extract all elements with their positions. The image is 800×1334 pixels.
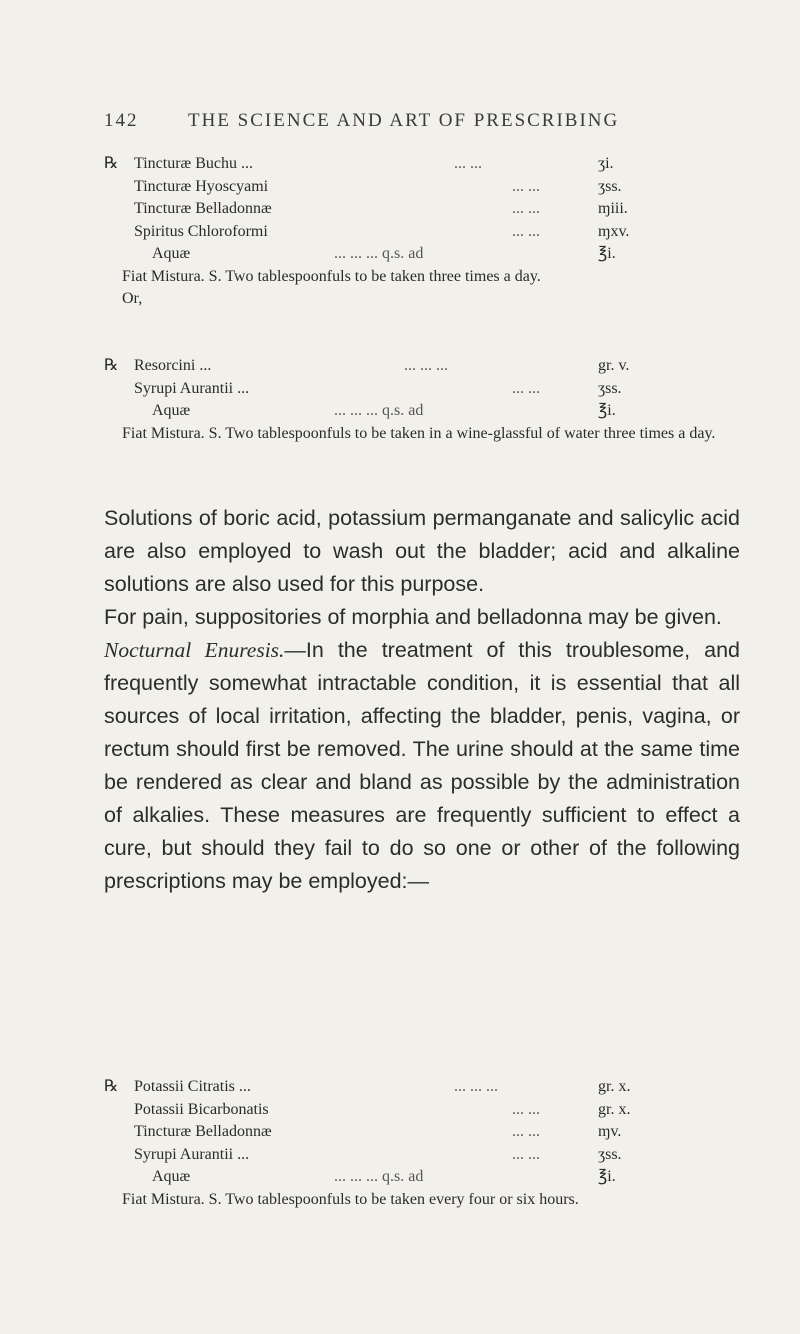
rx-line (104, 400, 740, 423)
paragraph-body: —In the treatment of this troublesome, and frequently somewhat intractable condition, it is essential that all sources of local irritation, affecting the bladder, penis, vagina, or rectum should first be removed. The urine should at the same time be rendered as clear and bland as possible by the administration of alkalies. These measures are frequently sufficient to effect a cure, but should they fail to do so one or other of the following prescriptions may be employed:— (104, 638, 740, 893)
rx-line (104, 1166, 740, 1189)
paragraph (104, 634, 740, 898)
quantity: ʒss. (598, 177, 622, 195)
ingredient: Spiritus Chloroformi (134, 222, 268, 240)
or-label: Or, (122, 290, 143, 307)
quantity: ɱiii. (598, 200, 628, 217)
leader-dots: ... ... (512, 1123, 540, 1140)
ingredient: Potassii Bicarbonatis (134, 1100, 269, 1118)
ingredient: Resorcini ... (134, 357, 212, 374)
running-title: THE SCIENCE AND ART OF PRESCRIBING (188, 110, 620, 131)
quantity: ℥i. (598, 1168, 616, 1185)
leader-dots: ... ... (512, 177, 540, 195)
leader-dots: ... ... (512, 1145, 540, 1163)
ingredient: Aquæ (152, 245, 191, 262)
section-heading: Nocturnal Enuresis. (104, 638, 285, 662)
leader-dots: ... ... ... (404, 357, 448, 374)
rx-line (104, 221, 740, 244)
leader-dots: ... ... (512, 222, 540, 240)
leader-dots: ... ... (454, 155, 482, 172)
rx-line (104, 1144, 740, 1167)
rx-line (104, 176, 740, 199)
ingredient: Syrupi Aurantii ... (134, 1145, 250, 1163)
rx-line (104, 243, 740, 266)
leader-dots: ... ... ... q.s. ad (334, 1168, 424, 1185)
quantity: gr. v. (598, 357, 630, 374)
quantity: ℥i. (598, 402, 616, 419)
ingredient: Potassii Citratis ... (134, 1078, 251, 1095)
fiat-directions: Fiat Mistura. S. Two tablespoonfuls to be taken in a wine-glassful of water three times a day. (122, 424, 716, 442)
leader-dots: ... ... (512, 1100, 540, 1118)
leader-dots: ... ... (512, 379, 540, 397)
rx-line (104, 1099, 740, 1122)
fiat-directions: Fiat Mistura. S. Two tablespoonfuls to be taken every four or six hours. (122, 1190, 579, 1208)
fiat-directions: Fiat Mistura. S. Two tablespoonfuls to be taken three times a day. (122, 267, 541, 285)
rx-line (104, 1076, 740, 1099)
rx-line (104, 153, 740, 176)
leader-dots: ... ... ... q.s. ad (334, 402, 424, 419)
paragraph: For pain, suppositories of morphia and belladonna may be given. (104, 605, 722, 629)
leader-dots: ... ... ... (454, 1078, 498, 1095)
ingredient: Tincturæ Hyoscyami (134, 177, 269, 195)
prescription-1 (104, 153, 740, 311)
quantity: ʒss. (598, 1145, 622, 1163)
page-number: 142 (104, 110, 139, 131)
quantity: gr. x. (598, 1078, 631, 1095)
leader-dots: ... ... ... q.s. ad (334, 245, 424, 262)
recipe-symbol: ℞ (104, 155, 119, 172)
ingredient: Tincturæ Buchu ... (134, 155, 253, 172)
paragraph: Solutions of boric acid, potassium permanganate and salicylic acid are also employed to wash out the bladder; acid and alkaline solutions are also used for this purpose. (104, 506, 740, 596)
quantity: gr. x. (598, 1100, 631, 1118)
ingredient: Aquæ (152, 1168, 191, 1185)
prescription-3 (104, 1076, 740, 1211)
leader-dots: ... ... (512, 200, 540, 217)
rx-line (104, 378, 740, 401)
ingredient: Tincturæ Belladonnæ (134, 1123, 272, 1140)
recipe-symbol: ℞ (104, 1078, 119, 1095)
quantity: ɱv. (598, 1123, 622, 1140)
quantity: ʒi. (598, 155, 614, 172)
rx-line (104, 1121, 740, 1144)
prescription-2 (104, 355, 740, 445)
rx-line (104, 355, 740, 378)
quantity: ɱxv. (598, 222, 630, 240)
ingredient: Aquæ (152, 402, 191, 419)
recipe-symbol: ℞ (104, 357, 119, 374)
quantity: ʒss. (598, 379, 622, 397)
rx-line (104, 198, 740, 221)
ingredient: Tincturæ Belladonnæ (134, 200, 272, 217)
quantity: ℥i. (598, 245, 616, 262)
ingredient: Syrupi Aurantii ... (134, 379, 250, 397)
body-text (104, 502, 740, 898)
